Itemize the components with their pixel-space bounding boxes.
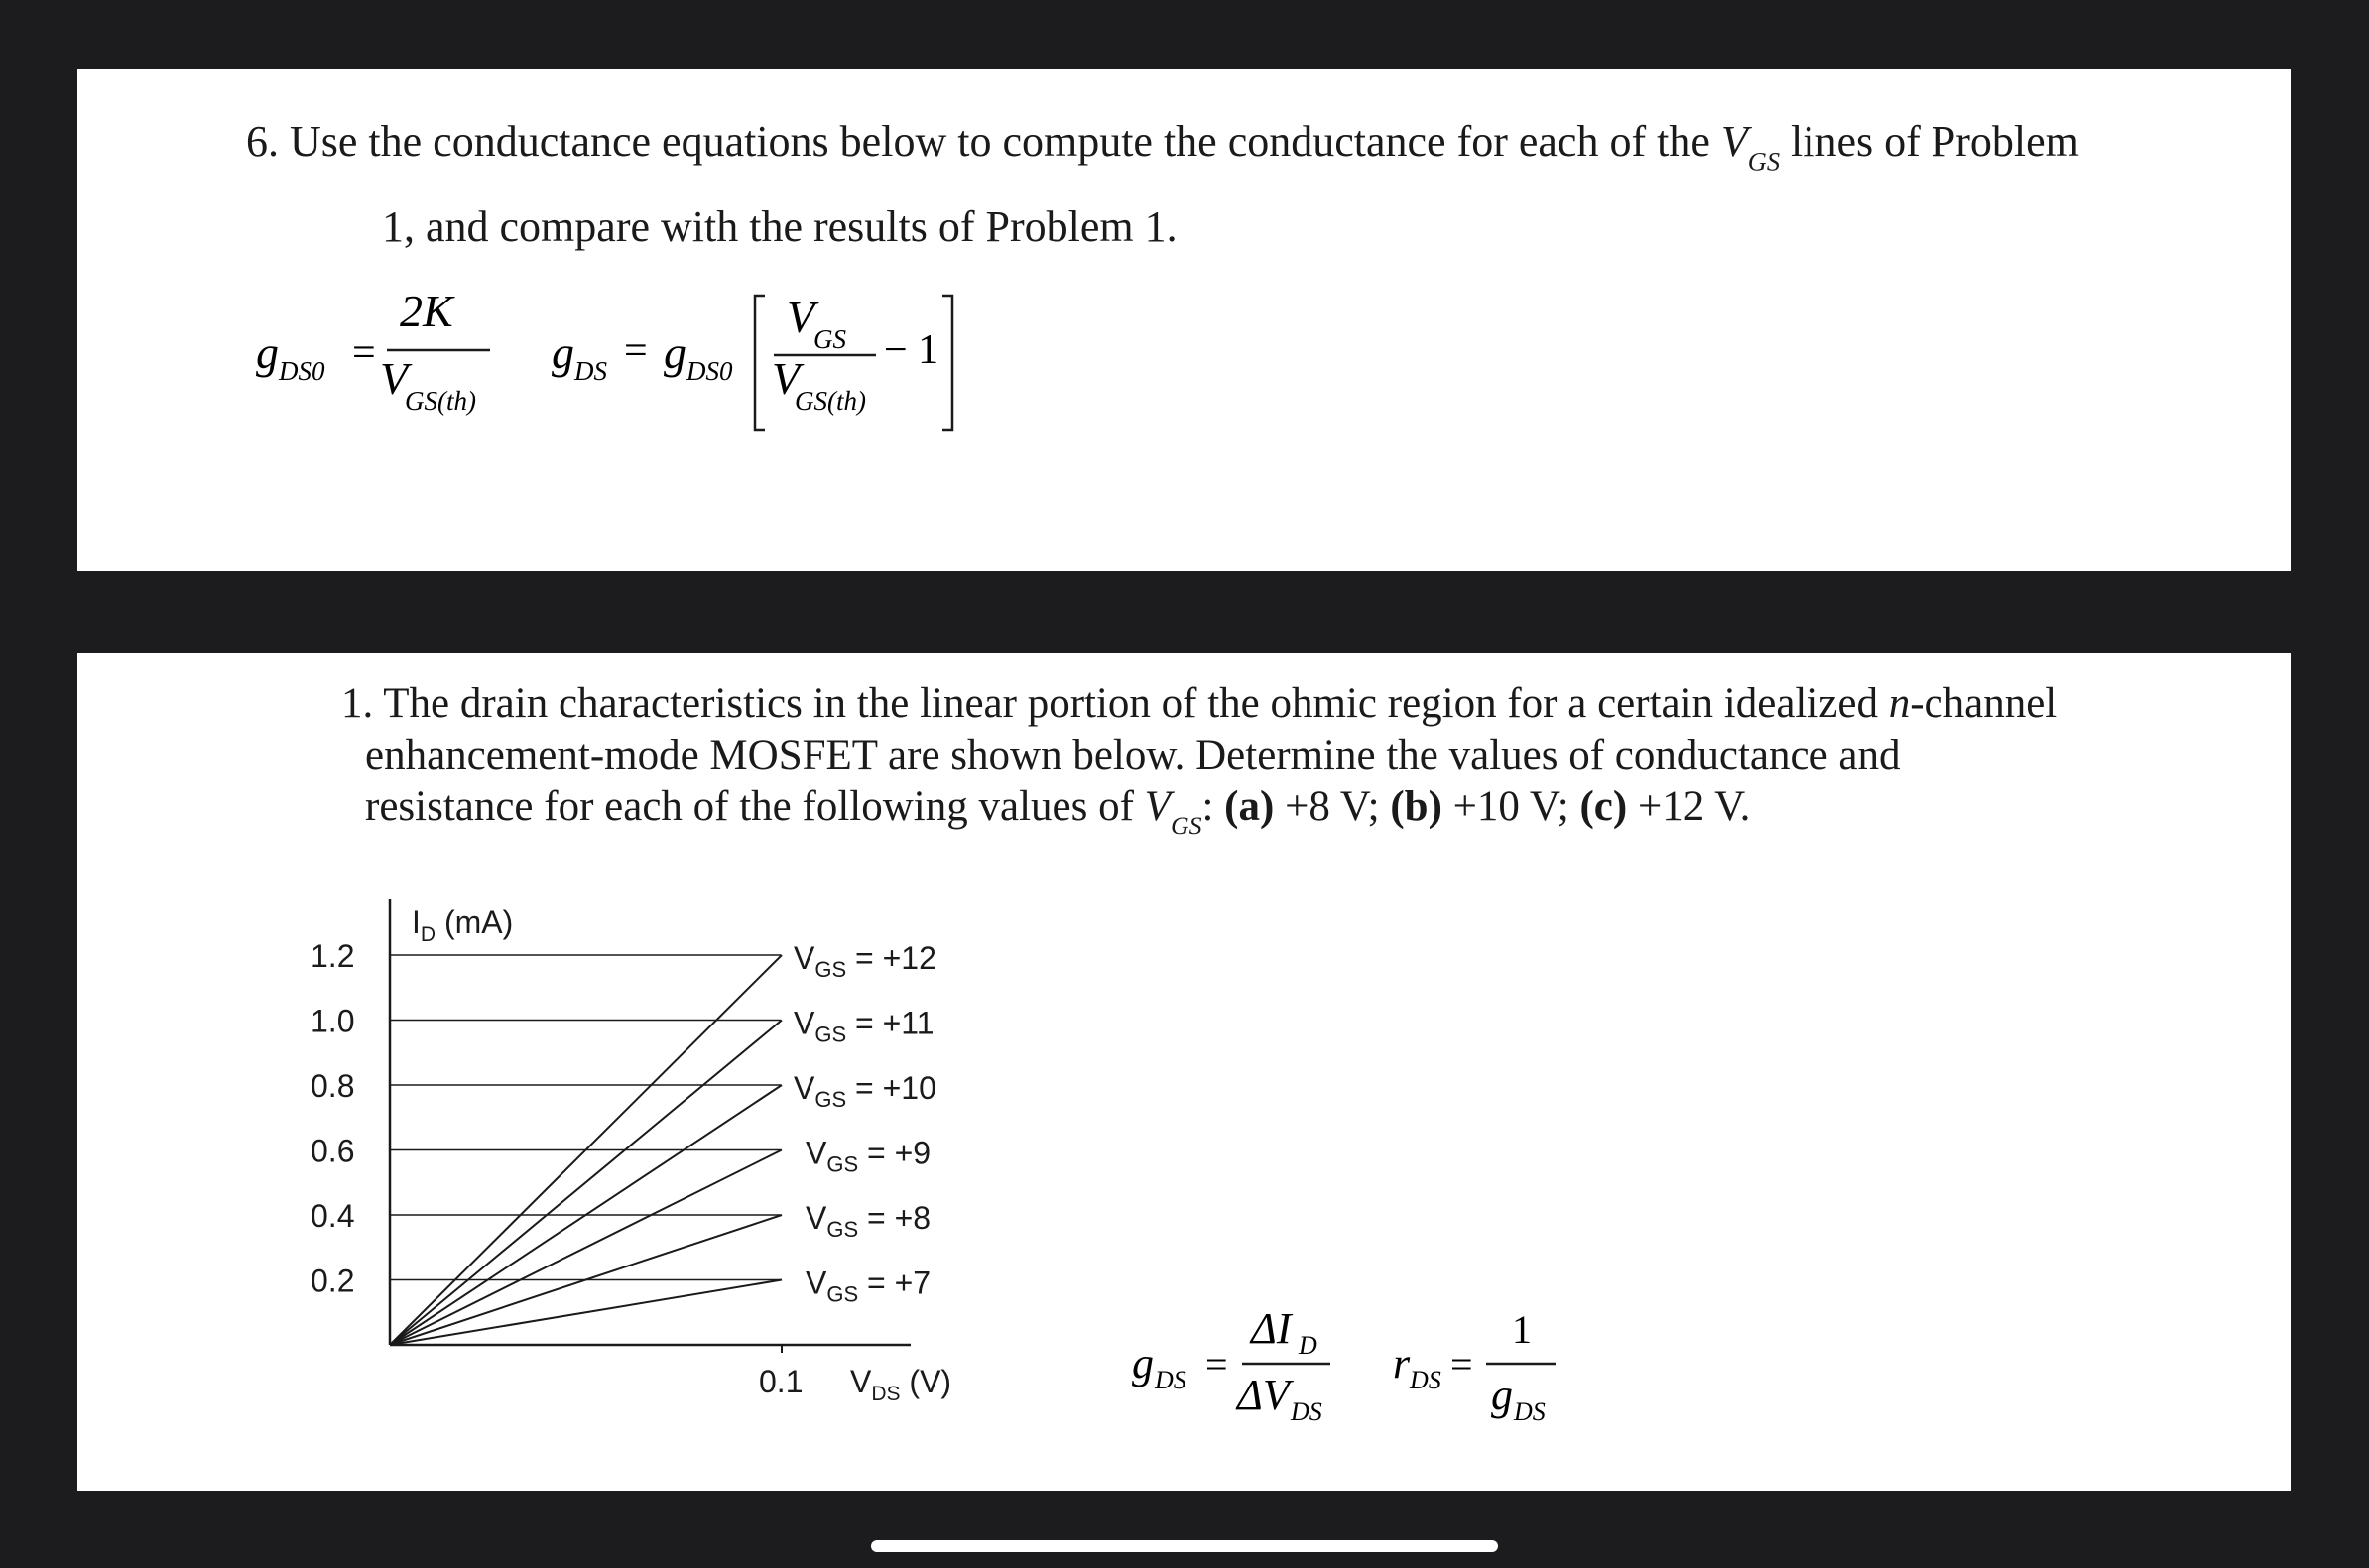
delta-v: ΔV (1237, 1371, 1290, 1419)
part-c-value: +12 V. (1627, 784, 1751, 830)
left-bracket (755, 296, 765, 430)
series-label: $V_{GS} = +7$ (806, 1265, 932, 1307)
home-indicator[interactable] (871, 1540, 1498, 1552)
eq-sub: D (1299, 1331, 1317, 1360)
problem-text: The drain characteristics in the linear portion of the ohmic region for a certain idealized (383, 680, 1889, 727)
series-label: $V_{GS} = +10$ (794, 1070, 936, 1112)
eq-equals: = (624, 328, 648, 374)
vgs-var: V (1144, 784, 1171, 830)
y-tick-label: 1.2 (311, 938, 355, 974)
x-axis-label: $V_{DS}$ (V) (850, 1364, 952, 1405)
eq-sub: GS(th) (405, 386, 476, 416)
part-b-value: +10 V; (1441, 784, 1580, 830)
eq-numerator: 2K (400, 286, 453, 336)
eq-g: g (552, 327, 574, 378)
eq-sub: DS (1291, 1397, 1322, 1426)
y-tick-label: 0.2 (311, 1263, 355, 1299)
problem-text: resistance for each of the following values of (365, 784, 1145, 830)
eq-sub: GS (813, 324, 846, 354)
part-a-value: +8 V; (1274, 784, 1391, 830)
part-b-label: (b) (1390, 784, 1442, 830)
series-label: $V_{GS} = +8$ (806, 1200, 932, 1242)
gds-equation (552, 292, 952, 430)
problem-number: 1. (341, 680, 374, 727)
n-var: n (1888, 680, 1911, 727)
problem-text: -channel (1910, 680, 2057, 727)
eq-v: V (380, 353, 409, 404)
eq-g: g (1132, 1339, 1154, 1387)
series-label: $V_{GS} = +11$ (794, 1005, 935, 1047)
y-tick-label: 1.0 (311, 1003, 355, 1039)
y-axis-label: $I_D$ (mA) (412, 905, 514, 946)
delta-i: ΔI (1251, 1304, 1292, 1353)
y-tick-label: 0.6 (311, 1133, 355, 1169)
eq-sub: DS (1410, 1366, 1441, 1394)
series-label: $V_{GS} = +9$ (806, 1135, 932, 1177)
problem-6-line-2: 1, and compare with the results of Problem 1. (382, 201, 1178, 251)
problem-text: lines of Problem (1780, 117, 2079, 166)
y-tick-label: 0.8 (311, 1068, 355, 1104)
eq-v: V (787, 292, 815, 342)
eq-v: V (772, 353, 801, 404)
rds-equation (1393, 1307, 1556, 1426)
eq-g: g (664, 327, 686, 378)
eq-equals: = (1450, 1342, 1473, 1387)
x-tick-label: 0.1 (759, 1364, 804, 1399)
eq-sub: DS0 (279, 356, 325, 386)
eq-g: g (1491, 1371, 1513, 1419)
vgs-var: V (1720, 117, 1748, 166)
problem-1-line-2: enhancement-mode MOSFET are shown below. Determine the values of conductance and (365, 732, 1901, 779)
eq-one: 1 (1512, 1307, 1532, 1352)
gds-slope-equation (1132, 1304, 1330, 1426)
problem-6-panel (77, 69, 2291, 571)
eq-sub: DS0 (686, 356, 733, 386)
eq-equals: = (1205, 1342, 1228, 1387)
conductance-equations (77, 69, 2291, 571)
problem-number: 6. (246, 117, 279, 166)
series-label: $V_{GS} = +12$ (794, 940, 936, 982)
slope-equations (77, 653, 2291, 1491)
gds0-equation (256, 286, 490, 416)
eq-r: r (1393, 1339, 1411, 1387)
eq-equals: = (352, 330, 376, 376)
vgs-sub: GS (1170, 811, 1202, 841)
eq-minus-one: − 1 (884, 327, 939, 373)
part-c-label: (c) (1579, 784, 1628, 830)
eq-sub: DS (1514, 1397, 1546, 1426)
problem-text: Use the conductance equations below to compute the conductance for each of the (290, 117, 1721, 166)
eq-sub: DS (574, 356, 607, 386)
y-tick-label: 0.4 (311, 1198, 355, 1234)
eq-sub: GS(th) (795, 386, 866, 416)
eq-sub: DS (1155, 1366, 1186, 1394)
problem-text: : (1201, 784, 1225, 830)
problem-1-panel (77, 653, 2291, 1491)
eq-g: g (256, 327, 279, 378)
right-bracket (942, 296, 952, 430)
vgs-sub: GS (1747, 146, 1781, 177)
part-a-label: (a) (1224, 784, 1275, 830)
